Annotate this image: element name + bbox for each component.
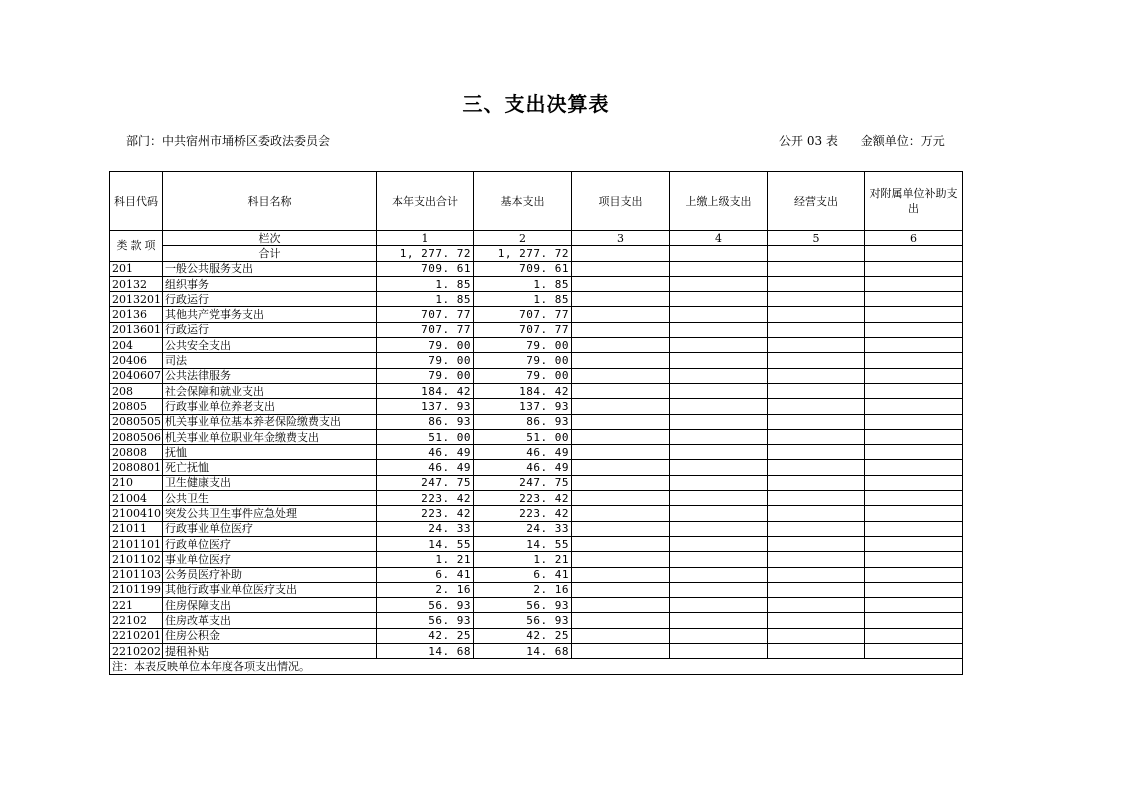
- cell-total: 86. 93: [377, 414, 474, 429]
- cell-code: 20406: [110, 353, 163, 368]
- cell-operating: [768, 445, 865, 460]
- cell-total: 247. 75: [377, 475, 474, 490]
- cell-project: [572, 353, 670, 368]
- header-lei-kuan-xiang: [110, 231, 163, 262]
- cell-code: 2101102: [110, 552, 163, 567]
- cell-code: 204: [110, 338, 163, 353]
- table-row: [110, 383, 963, 398]
- cell-subsidy: [865, 307, 963, 322]
- cell-name: 突发公共卫生事件应急处理: [163, 506, 377, 521]
- cell-project: [572, 552, 670, 567]
- cell-operating: [768, 429, 865, 444]
- total-basic: 1, 277. 72: [474, 246, 572, 261]
- cell-name: 住房公积金: [163, 628, 377, 643]
- table-row: [110, 460, 963, 475]
- cell-operating: [768, 506, 865, 521]
- cell-project: [572, 460, 670, 475]
- cell-code: 2100410: [110, 506, 163, 521]
- cell-total: 46. 49: [377, 460, 474, 475]
- col-number-3: 3: [572, 231, 670, 246]
- cell-subsidy: [865, 552, 963, 567]
- cell-basic: 79. 00: [474, 368, 572, 383]
- cell-code: 21004: [110, 491, 163, 506]
- table-row: [110, 628, 963, 643]
- table-code: 公开 03 表: [779, 134, 838, 148]
- cell-project: [572, 598, 670, 613]
- cell-subsidy: [865, 628, 963, 643]
- cell-operating: [768, 322, 865, 337]
- column-number-row: [110, 231, 963, 246]
- cell-project: [572, 628, 670, 643]
- cell-name: 公务员医疗补助: [163, 567, 377, 582]
- cell-basic: 56. 93: [474, 613, 572, 628]
- cell-code: 21011: [110, 521, 163, 536]
- cell-subsidy: [865, 399, 963, 414]
- cell-project: [572, 307, 670, 322]
- cell-name: 社会保障和就业支出: [163, 383, 377, 398]
- table-row: [110, 261, 963, 276]
- cell-upper: [670, 506, 768, 521]
- cell-name: 行政运行: [163, 322, 377, 337]
- row-label: 栏次: [163, 231, 377, 246]
- cell-code: 2080505: [110, 414, 163, 429]
- cell-operating: [768, 598, 865, 613]
- cell-basic: 2. 16: [474, 582, 572, 597]
- cell-operating: [768, 491, 865, 506]
- cell-total: 223. 42: [377, 506, 474, 521]
- cell-code: 2101103: [110, 567, 163, 582]
- cell-operating: [768, 368, 865, 383]
- cell-subsidy: [865, 368, 963, 383]
- total-subsidy: [865, 246, 963, 261]
- cell-total: 1. 21: [377, 552, 474, 567]
- cell-project: [572, 338, 670, 353]
- cell-total: 6. 41: [377, 567, 474, 582]
- cell-basic: 707. 77: [474, 307, 572, 322]
- cell-total: 2. 16: [377, 582, 474, 597]
- cell-basic: 1. 85: [474, 276, 572, 291]
- cell-project: [572, 506, 670, 521]
- cell-name: 组织事务: [163, 276, 377, 291]
- cell-basic: 1. 85: [474, 292, 572, 307]
- cell-code: 20805: [110, 399, 163, 414]
- cell-operating: [768, 644, 865, 659]
- header-subsidy: 对附属单位补助支出: [865, 172, 963, 231]
- total-upper: [670, 246, 768, 261]
- cell-name: 行政事业单位养老支出: [163, 399, 377, 414]
- cell-project: [572, 399, 670, 414]
- cell-subsidy: [865, 582, 963, 597]
- cell-total: 137. 93: [377, 399, 474, 414]
- cell-upper: [670, 414, 768, 429]
- cell-upper: [670, 383, 768, 398]
- cell-total: 184. 42: [377, 383, 474, 398]
- cell-subsidy: [865, 521, 963, 536]
- cell-upper: [670, 475, 768, 490]
- cell-subsidy: [865, 429, 963, 444]
- cell-upper: [670, 322, 768, 337]
- cell-name: 公共卫生: [163, 491, 377, 506]
- cell-name: 死亡抚恤: [163, 460, 377, 475]
- cell-upper: [670, 628, 768, 643]
- cell-total: 223. 42: [377, 491, 474, 506]
- cell-subsidy: [865, 261, 963, 276]
- cell-subsidy: [865, 567, 963, 582]
- cell-subsidy: [865, 598, 963, 613]
- cell-subsidy: [865, 322, 963, 337]
- cell-operating: [768, 353, 865, 368]
- cell-name: 住房保障支出: [163, 598, 377, 613]
- cell-subsidy: [865, 491, 963, 506]
- total-row: [110, 246, 963, 261]
- cell-code: 2101199: [110, 582, 163, 597]
- total-label: 合计: [163, 246, 377, 261]
- cell-basic: 6. 41: [474, 567, 572, 582]
- cell-total: 79. 00: [377, 368, 474, 383]
- cell-basic: 247. 75: [474, 475, 572, 490]
- table-row: [110, 491, 963, 506]
- cell-basic: 42. 25: [474, 628, 572, 643]
- cell-operating: [768, 567, 865, 582]
- total-total: 1, 277. 72: [377, 246, 474, 261]
- cell-basic: 14. 68: [474, 644, 572, 659]
- header-lei: 类: [116, 239, 128, 253]
- cell-subsidy: [865, 414, 963, 429]
- cell-operating: [768, 383, 865, 398]
- table-row: [110, 307, 963, 322]
- cell-upper: [670, 399, 768, 414]
- cell-total: 1. 85: [377, 276, 474, 291]
- cell-operating: [768, 399, 865, 414]
- cell-operating: [768, 536, 865, 551]
- table-row: [110, 414, 963, 429]
- cell-upper: [670, 276, 768, 291]
- header-code: 科目代码: [110, 172, 163, 231]
- cell-subsidy: [865, 644, 963, 659]
- table-row: [110, 582, 963, 597]
- cell-code: 221: [110, 598, 163, 613]
- cell-upper: [670, 307, 768, 322]
- cell-project: [572, 536, 670, 551]
- header-xiang: 项: [144, 239, 156, 253]
- table-meta: [779, 132, 945, 149]
- cell-basic: 184. 42: [474, 383, 572, 398]
- table-row: [110, 429, 963, 444]
- table-row: [110, 338, 963, 353]
- col-number-6: 6: [865, 231, 963, 246]
- cell-subsidy: [865, 506, 963, 521]
- cell-total: 14. 68: [377, 644, 474, 659]
- cell-name: 事业单位医疗: [163, 552, 377, 567]
- cell-subsidy: [865, 338, 963, 353]
- unit-label: 金额单位：万元: [860, 134, 945, 148]
- cell-name: 公共法律服务: [163, 368, 377, 383]
- cell-upper: [670, 460, 768, 475]
- cell-total: 707. 77: [377, 322, 474, 337]
- cell-total: 51. 00: [377, 429, 474, 444]
- header-project: 项目支出: [572, 172, 670, 231]
- col-number-5: 5: [768, 231, 865, 246]
- cell-code: 2080506: [110, 429, 163, 444]
- cell-project: [572, 292, 670, 307]
- cell-code: 20136: [110, 307, 163, 322]
- table-note: 注：本表反映单位本年度各项支出情况。: [110, 659, 963, 674]
- cell-operating: [768, 475, 865, 490]
- cell-upper: [670, 582, 768, 597]
- header-row: [110, 172, 963, 231]
- cell-total: 42. 25: [377, 628, 474, 643]
- note-row: [110, 659, 963, 674]
- col-number-1: 1: [377, 231, 474, 246]
- cell-operating: [768, 552, 865, 567]
- cell-total: 46. 49: [377, 445, 474, 460]
- cell-project: [572, 276, 670, 291]
- cell-name: 住房改革支出: [163, 613, 377, 628]
- cell-upper: [670, 644, 768, 659]
- cell-upper: [670, 552, 768, 567]
- cell-operating: [768, 261, 865, 276]
- cell-code: 2101101: [110, 536, 163, 551]
- cell-upper: [670, 368, 768, 383]
- cell-name: 行政单位医疗: [163, 536, 377, 551]
- table-row: [110, 292, 963, 307]
- cell-name: 公共安全支出: [163, 338, 377, 353]
- cell-project: [572, 491, 670, 506]
- cell-subsidy: [865, 292, 963, 307]
- cell-project: [572, 582, 670, 597]
- cell-subsidy: [865, 613, 963, 628]
- cell-total: 1. 85: [377, 292, 474, 307]
- cell-project: [572, 521, 670, 536]
- cell-code: 20132: [110, 276, 163, 291]
- table-row: [110, 475, 963, 490]
- cell-basic: 1. 21: [474, 552, 572, 567]
- cell-project: [572, 644, 670, 659]
- cell-name: 一般公共服务支出: [163, 261, 377, 276]
- cell-operating: [768, 307, 865, 322]
- cell-total: 709. 61: [377, 261, 474, 276]
- total-project: [572, 246, 670, 261]
- department-label: 部门：中共宿州市埇桥区委政法委员会: [126, 134, 331, 148]
- table-row: [110, 598, 963, 613]
- cell-code: 201: [110, 261, 163, 276]
- cell-project: [572, 613, 670, 628]
- cell-upper: [670, 445, 768, 460]
- cell-total: 79. 00: [377, 338, 474, 353]
- cell-basic: 709. 61: [474, 261, 572, 276]
- cell-code: 2210202: [110, 644, 163, 659]
- cell-basic: 56. 93: [474, 598, 572, 613]
- cell-operating: [768, 460, 865, 475]
- page-title: 三、支出决算表: [462, 92, 610, 116]
- col-number-4: 4: [670, 231, 768, 246]
- cell-total: 56. 93: [377, 613, 474, 628]
- table-row: [110, 536, 963, 551]
- cell-basic: 46. 49: [474, 445, 572, 460]
- cell-basic: 79. 00: [474, 353, 572, 368]
- table-row: [110, 506, 963, 521]
- cell-operating: [768, 613, 865, 628]
- cell-name: 其他行政事业单位医疗支出: [163, 582, 377, 597]
- cell-basic: 223. 42: [474, 491, 572, 506]
- table-row: [110, 567, 963, 582]
- table-row: [110, 613, 963, 628]
- cell-subsidy: [865, 460, 963, 475]
- cell-total: 56. 93: [377, 598, 474, 613]
- cell-subsidy: [865, 475, 963, 490]
- cell-upper: [670, 491, 768, 506]
- cell-code: 2210201: [110, 628, 163, 643]
- table-row: [110, 353, 963, 368]
- cell-name: 抚恤: [163, 445, 377, 460]
- cell-upper: [670, 536, 768, 551]
- cell-upper: [670, 261, 768, 276]
- cell-code: 2013601: [110, 322, 163, 337]
- cell-total: 79. 00: [377, 353, 474, 368]
- cell-operating: [768, 338, 865, 353]
- cell-basic: 86. 93: [474, 414, 572, 429]
- cell-name: 机关事业单位基本养老保险缴费支出: [163, 414, 377, 429]
- cell-name: 行政事业单位医疗: [163, 521, 377, 536]
- cell-basic: 223. 42: [474, 506, 572, 521]
- cell-subsidy: [865, 536, 963, 551]
- cell-name: 行政运行: [163, 292, 377, 307]
- cell-upper: [670, 521, 768, 536]
- table-row: [110, 368, 963, 383]
- cell-basic: 14. 55: [474, 536, 572, 551]
- cell-operating: [768, 521, 865, 536]
- cell-upper: [670, 598, 768, 613]
- header-operating: 经营支出: [768, 172, 865, 231]
- cell-operating: [768, 292, 865, 307]
- cell-name: 卫生健康支出: [163, 475, 377, 490]
- cell-code: 2013201: [110, 292, 163, 307]
- header-name: 科目名称: [163, 172, 377, 231]
- cell-upper: [670, 613, 768, 628]
- table-row: [110, 399, 963, 414]
- cell-subsidy: [865, 353, 963, 368]
- table-row: [110, 276, 963, 291]
- total-operating: [768, 246, 865, 261]
- cell-subsidy: [865, 445, 963, 460]
- header-total: 本年支出合计: [377, 172, 474, 231]
- cell-operating: [768, 628, 865, 643]
- cell-code: 20808: [110, 445, 163, 460]
- expenditure-table: [109, 171, 963, 675]
- cell-code: 22102: [110, 613, 163, 628]
- cell-project: [572, 261, 670, 276]
- cell-code: 210: [110, 475, 163, 490]
- cell-code: 2040607: [110, 368, 163, 383]
- cell-operating: [768, 582, 865, 597]
- cell-name: 司法: [163, 353, 377, 368]
- cell-project: [572, 445, 670, 460]
- cell-project: [572, 567, 670, 582]
- table-row: [110, 322, 963, 337]
- cell-name: 机关事业单位职业年金缴费支出: [163, 429, 377, 444]
- cell-name: 提租补贴: [163, 644, 377, 659]
- table-row: [110, 445, 963, 460]
- table-row: [110, 552, 963, 567]
- table-row: [110, 644, 963, 659]
- cell-total: 707. 77: [377, 307, 474, 322]
- cell-upper: [670, 353, 768, 368]
- col-number-2: 2: [474, 231, 572, 246]
- header-kuan: 款: [130, 239, 142, 253]
- cell-project: [572, 414, 670, 429]
- cell-project: [572, 429, 670, 444]
- cell-project: [572, 368, 670, 383]
- cell-subsidy: [865, 383, 963, 398]
- cell-upper: [670, 338, 768, 353]
- cell-upper: [670, 429, 768, 444]
- cell-project: [572, 383, 670, 398]
- cell-basic: 24. 33: [474, 521, 572, 536]
- cell-basic: 51. 00: [474, 429, 572, 444]
- cell-project: [572, 475, 670, 490]
- cell-total: 24. 33: [377, 521, 474, 536]
- cell-subsidy: [865, 276, 963, 291]
- cell-basic: 46. 49: [474, 460, 572, 475]
- header-basic: 基本支出: [474, 172, 572, 231]
- cell-code: 208: [110, 383, 163, 398]
- cell-operating: [768, 414, 865, 429]
- cell-operating: [768, 276, 865, 291]
- cell-basic: 707. 77: [474, 322, 572, 337]
- cell-project: [572, 322, 670, 337]
- cell-basic: 79. 00: [474, 338, 572, 353]
- cell-upper: [670, 292, 768, 307]
- table-row: [110, 521, 963, 536]
- header-upper: 上缴上级支出: [670, 172, 768, 231]
- cell-basic: 137. 93: [474, 399, 572, 414]
- cell-code: 2080801: [110, 460, 163, 475]
- cell-upper: [670, 567, 768, 582]
- cell-total: 14. 55: [377, 536, 474, 551]
- cell-name: 其他共产党事务支出: [163, 307, 377, 322]
